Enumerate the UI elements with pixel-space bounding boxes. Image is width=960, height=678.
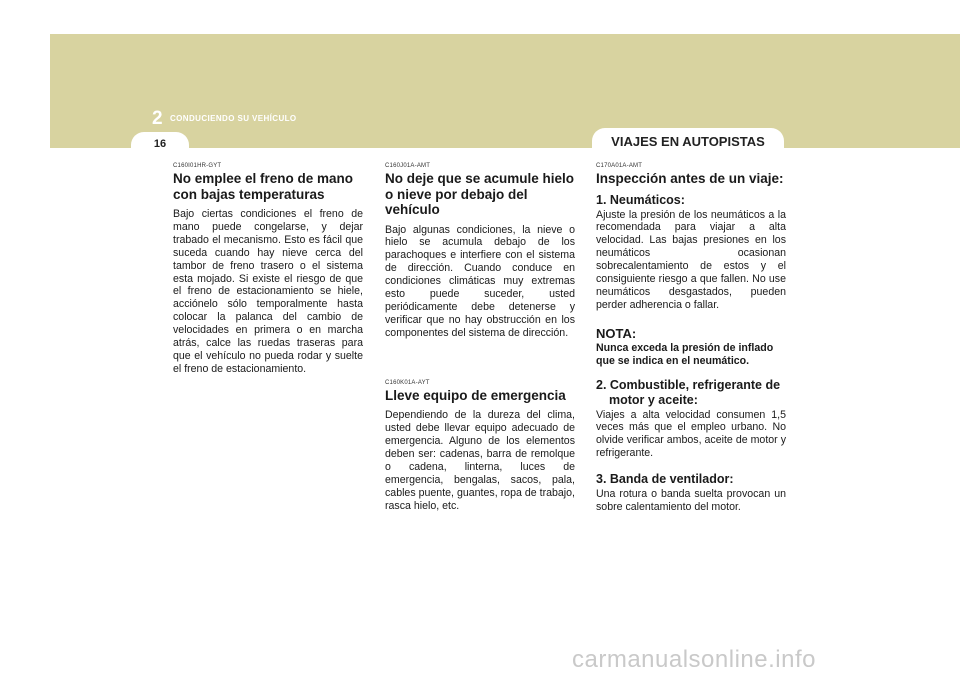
section-heading: Inspección antes de un viaje: bbox=[596, 171, 784, 186]
chapter-number: 2 bbox=[152, 108, 163, 129]
column-parking-brake bbox=[173, 163, 363, 376]
note-title: NOTA: bbox=[596, 325, 637, 341]
column-highway-inspection bbox=[596, 163, 786, 514]
section-body: Bajo algunas condiciones, la nieve o hielo se acumula debajo de los parachoques e interfiere con el sistema de dirección. Cuando conduce en condiciones climáticas muy extremas esto puede suceder, usted periódicamente debe detenerse y verificar que no hay obstrucción en los componentes del sistema de dirección. bbox=[385, 223, 575, 339]
note-text: Nunca exceda la presión de inflado que se indica en el neumático. bbox=[596, 341, 774, 367]
page-number: 16 bbox=[153, 138, 167, 150]
section-code: C160I01HR-GYT bbox=[173, 163, 222, 169]
item-title-tires: 1. Neumáticos: bbox=[596, 192, 685, 207]
section-code: C160J01A-AMT bbox=[385, 163, 431, 169]
section-body: Bajo ciertas condiciones el freno de mano puede congelarse, y dejar trabado el mecanismo. Esto es fácil que suceda cuando hay nieve cerca del tambor de freno trasero o el sistema esta mojado. Si existe el riesgo de que el freno de estacionamiento se hiele, acciónelo sólo temporalmente hasta colocar la palanca del cambio de velocidades en primera o en marcha atrás, calce las ruedas traseras para que el vehículo no pueda rodar y suelte el freno de estacionamiento. bbox=[173, 208, 363, 375]
item-body-fan-belt: Una rotura o banda suelta provocan un sobre calentamiento del motor. bbox=[596, 488, 786, 514]
watermark: carmanualsonline.info bbox=[572, 646, 816, 673]
item-title-fan-belt: 3. Banda de ventilador: bbox=[596, 472, 734, 487]
section-heading: No deje que se acumule hielo o nieve por debajo del vehículo bbox=[385, 171, 575, 217]
section-body: Dependiendo de la dureza del clima, usted debe llevar equipo adecuado de emergencia. Alguno de los elementos deben ser: cadenas, barra de remolque o cadena, linterna, luces de emergencia, bengalas, sacos, pala, cables puente, guantes, ropa de trabajo, rasca hielo, etc. bbox=[385, 409, 575, 512]
chapter-title: CONDUCIENDO SU VEHÍCULO bbox=[170, 114, 297, 123]
item-body-fluids: Viajes a alta velocidad consumen 1,5 veces más que el empleo urbano. No olvide verificar ambos, aceite de motor y refrigerante. bbox=[596, 408, 786, 460]
section-code: C170A01A-AMT bbox=[596, 163, 643, 169]
section-code: C160K01A-AYT bbox=[385, 379, 430, 386]
item-body-tires: Ajuste la presión de los neumáticos a la recomendada para viajar a alta velocidad. Las bajas presiones en los neumáticos ocasionan sobrecalentamiento de estos y el consiguiente riesgo a que fallen. No use neumáticos desgastados, pueden perder adherencia o fallar. bbox=[596, 208, 786, 311]
header-band bbox=[50, 34, 960, 148]
section-spacer bbox=[385, 340, 575, 380]
section-heading: Lleve equipo de emergencia bbox=[385, 387, 566, 403]
section-heading: No emplee el freno de mano con bajas temperaturas bbox=[173, 171, 354, 202]
column-ice-and-emergency bbox=[385, 163, 575, 512]
item-title-fluids: 2. Combustible, refrigerante de motor y aceite: bbox=[596, 377, 781, 407]
section-label: VIAJES EN AUTOPISTAS bbox=[611, 134, 765, 149]
